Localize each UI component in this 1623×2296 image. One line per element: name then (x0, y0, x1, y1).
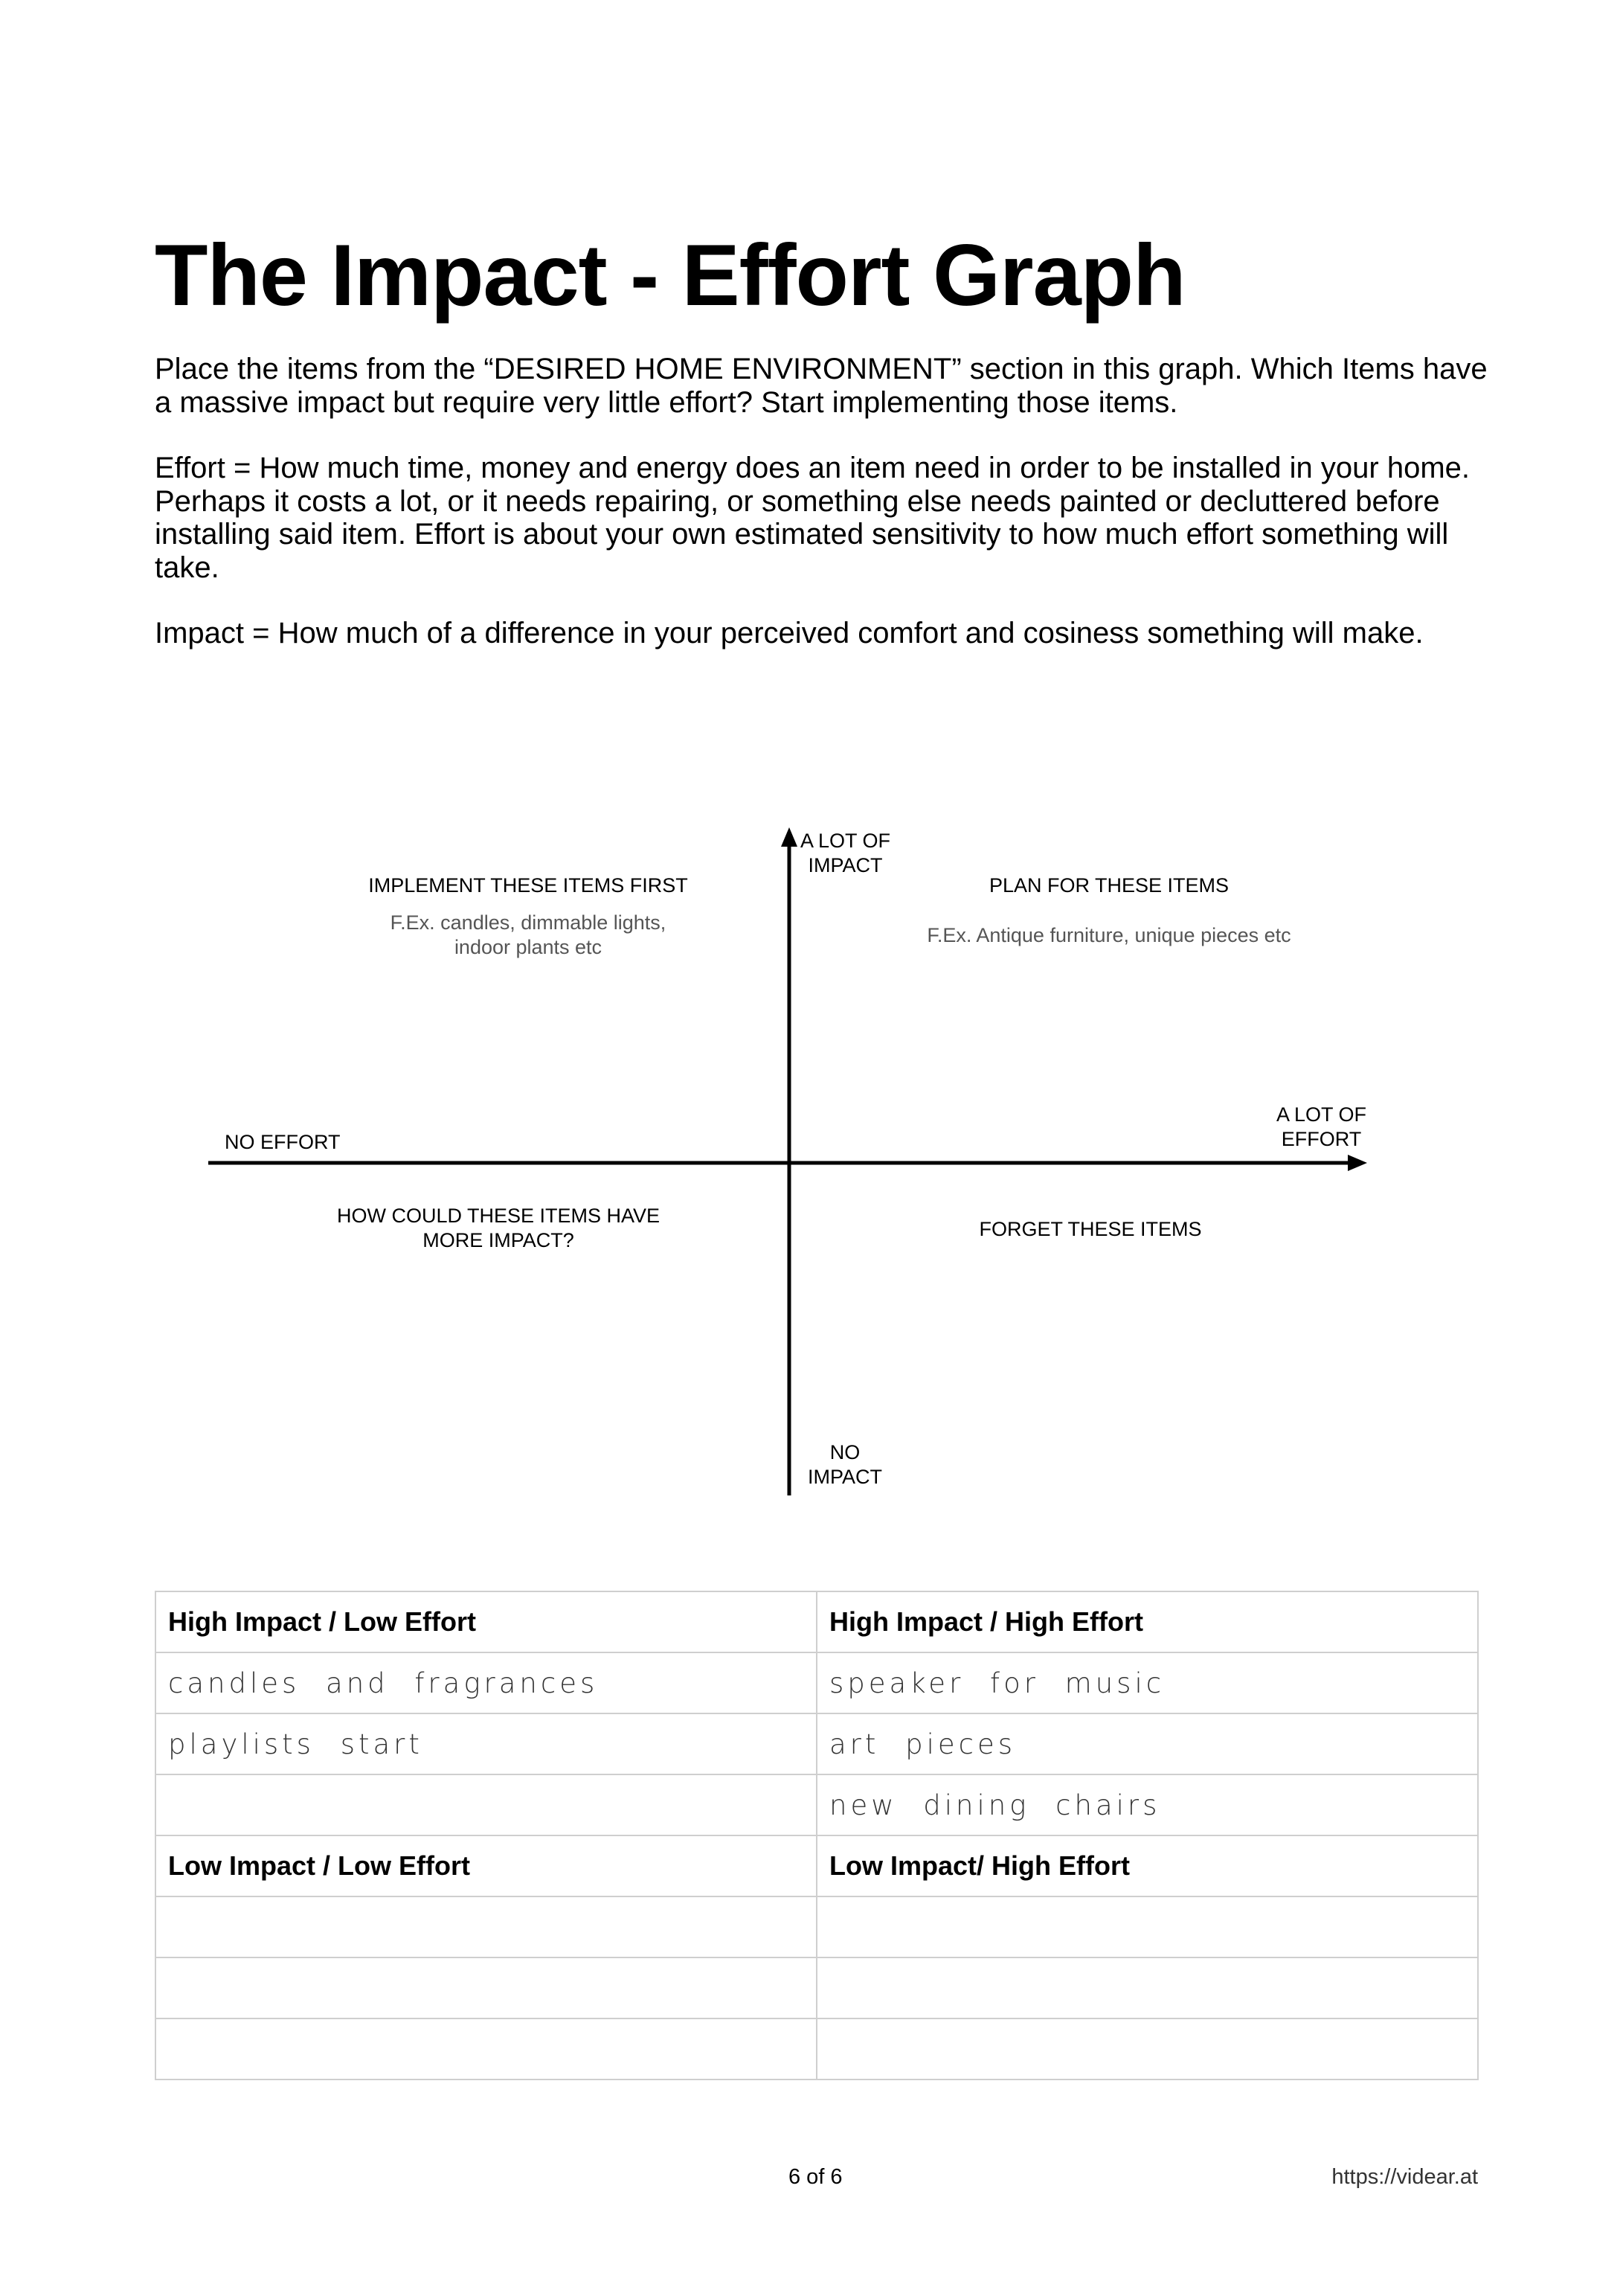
y-axis-arrow (781, 827, 797, 847)
y-axis-top-label: A LOT OF IMPACT (800, 830, 891, 876)
intro-paragraph: Place the items from the “DESIRED HOME ENVIRONMENT” section in this graph. Which Items have a massive impact but require very little effort? Start implementing those items. (155, 353, 1488, 419)
header-low-impact-low-effort: Low Impact / Low Effort (155, 1835, 817, 1896)
table-cell[interactable] (817, 1957, 1478, 2018)
table-header-row (155, 1591, 1478, 1652)
table-cell[interactable] (817, 2018, 1478, 2079)
table-row (155, 1957, 1478, 2018)
effort-definition: Effort = How much time, money and energy does an item need in order to be installed in your home. Perhaps it costs a lot, or it needs repairing, or something else needs painted or decluttered before installing said item. Effort is about your own estimated sensitivity to how much effort something will take. (155, 452, 1471, 584)
header-high-impact-high-effort: High Impact / High Effort (817, 1591, 1478, 1652)
impact-definition: Impact = How much of a difference in your perceived comfort and cosiness something will make. (155, 617, 1424, 650)
table-cell[interactable]: speaker for music (817, 1652, 1478, 1713)
table-cell[interactable]: candles and fragrances (155, 1652, 817, 1713)
table-cell[interactable] (155, 2018, 817, 2079)
quadrant-bottom-left: HOW COULD THESE ITEMS HAVE MORE IMPACT? (336, 1205, 661, 1251)
header-low-impact-high-effort: Low Impact/ High Effort (817, 1835, 1478, 1896)
quadrant-title: IMPLEMENT THESE ITEMS FIRST (368, 874, 688, 897)
impact-effort-table (155, 1591, 1479, 2080)
header-high-impact-low-effort: High Impact / Low Effort (155, 1591, 817, 1652)
quadrant-top-left (357, 873, 699, 960)
table-cell[interactable]: playlists start (155, 1713, 817, 1774)
x-axis-right-label: A LOT OF EFFORT (1276, 1103, 1367, 1150)
table-header-row (155, 1835, 1478, 1896)
table-cell[interactable]: new dining chairs (817, 1774, 1478, 1835)
quadrant-example: F.Ex. candles, dimmable lights, indoor plants etc (390, 911, 666, 958)
x-axis-left-label: NO EFFORT (225, 1131, 341, 1153)
table-row (155, 1713, 1478, 1774)
footer-link[interactable]: https://videar.at (1331, 2165, 1478, 2189)
table-row (155, 1774, 1478, 1835)
table-row (155, 1652, 1478, 1713)
table-cell[interactable] (155, 1774, 817, 1835)
quadrant-example: F.Ex. Antique furniture, unique pieces etc (927, 924, 1291, 946)
table-cell[interactable] (817, 1896, 1478, 1957)
page-number: 6 of 6 (788, 2165, 843, 2189)
page-title: The Impact - Effort Graph (155, 226, 1186, 324)
table-cell[interactable] (155, 1896, 817, 1957)
quadrant-title: PLAN FOR THESE ITEMS (989, 874, 1230, 897)
table-cell[interactable]: art pieces (817, 1713, 1478, 1774)
y-axis-bottom-label: NO IMPACT (808, 1441, 882, 1488)
quadrant-bottom-right: FORGET THESE ITEMS (979, 1218, 1202, 1240)
table-row (155, 2018, 1478, 2079)
x-axis-arrow (1348, 1155, 1367, 1171)
table-cell[interactable] (155, 1957, 817, 2018)
quadrant-top-right (890, 873, 1328, 948)
table-row (155, 1896, 1478, 1957)
